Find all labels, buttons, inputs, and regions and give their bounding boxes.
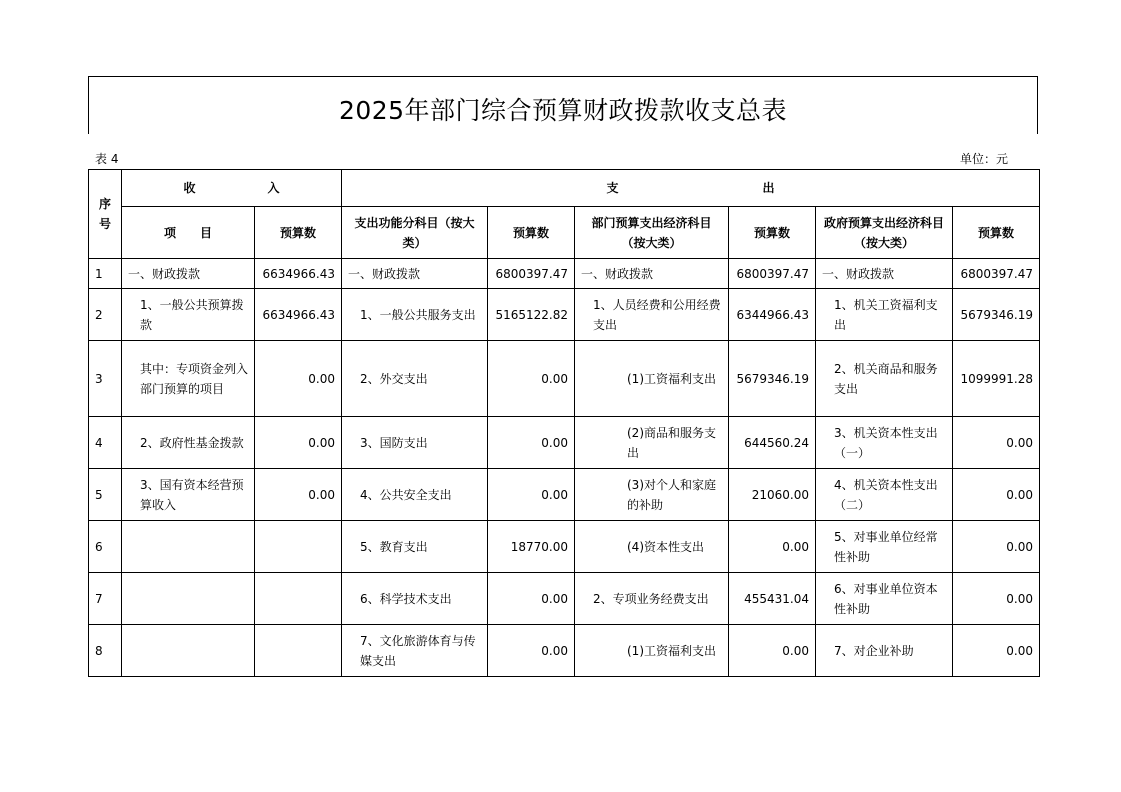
gov-value: 0.00 xyxy=(953,625,1040,677)
header-budget-income: 预算数 xyxy=(255,207,342,259)
table-row xyxy=(89,573,1040,625)
income-value: 0.00 xyxy=(255,341,342,417)
gov-item: 2、机关商品和服务支出 xyxy=(816,341,953,417)
income-item xyxy=(122,573,255,625)
income-value xyxy=(255,521,342,573)
dept-value: 21060.00 xyxy=(729,469,816,521)
func-value: 0.00 xyxy=(488,469,575,521)
income-item: 一、财政拨款 xyxy=(122,259,255,289)
func-value: 0.00 xyxy=(488,625,575,677)
dept-item: (4)资本性支出 xyxy=(575,521,729,573)
func-value: 6800397.47 xyxy=(488,259,575,289)
table-row xyxy=(89,259,1040,289)
header-expense: 支 出 xyxy=(342,170,1040,207)
row-seq: 3 xyxy=(89,341,122,417)
func-item: 7、文化旅游体育与传媒支出 xyxy=(342,625,488,677)
gov-value: 0.00 xyxy=(953,573,1040,625)
dept-item: 2、专项业务经费支出 xyxy=(575,573,729,625)
func-value: 5165122.82 xyxy=(488,289,575,341)
gov-item: 一、财政拨款 xyxy=(816,259,953,289)
header-budget-dept: 预算数 xyxy=(729,207,816,259)
func-item: 3、国防支出 xyxy=(342,417,488,469)
row-seq: 4 xyxy=(89,417,122,469)
func-item: 1、一般公共服务支出 xyxy=(342,289,488,341)
dept-value: 644560.24 xyxy=(729,417,816,469)
budget-table xyxy=(88,169,1040,677)
dept-item: (2)商品和服务支出 xyxy=(575,417,729,469)
table-row xyxy=(89,341,1040,417)
page-title: 2025年部门综合预算财政拨款收支总表 xyxy=(338,96,788,125)
row-seq: 7 xyxy=(89,573,122,625)
gov-value: 0.00 xyxy=(953,469,1040,521)
dept-item: 一、财政拨款 xyxy=(575,259,729,289)
income-value xyxy=(255,625,342,677)
gov-value: 0.00 xyxy=(953,417,1040,469)
row-seq: 6 xyxy=(89,521,122,573)
func-item: 6、科学技术支出 xyxy=(342,573,488,625)
income-value: 6634966.43 xyxy=(255,289,342,341)
gov-item: 6、对事业单位资本性补助 xyxy=(816,573,953,625)
gov-item: 1、机关工资福利支出 xyxy=(816,289,953,341)
gov-value: 5679346.19 xyxy=(953,289,1040,341)
func-item: 2、外交支出 xyxy=(342,341,488,417)
header-budget-gov: 预算数 xyxy=(953,207,1040,259)
dept-item: 1、人员经费和公用经费支出 xyxy=(575,289,729,341)
table-row xyxy=(89,469,1040,521)
income-item xyxy=(122,625,255,677)
gov-value: 0.00 xyxy=(953,521,1040,573)
header-item: 项 目 xyxy=(122,207,255,259)
gov-item: 4、机关资本性支出（二） xyxy=(816,469,953,521)
income-item: 其中：专项资金列入部门预算的项目 xyxy=(122,341,255,417)
row-seq: 1 xyxy=(89,259,122,289)
gov-item: 5、对事业单位经常性补助 xyxy=(816,521,953,573)
row-seq: 2 xyxy=(89,289,122,341)
header-dept-econ: 部门预算支出经济科目（按大类） xyxy=(575,207,729,259)
func-value: 0.00 xyxy=(488,417,575,469)
table-row xyxy=(89,625,1040,677)
func-value: 18770.00 xyxy=(488,521,575,573)
header-income: 收 入 xyxy=(122,170,342,207)
dept-value: 0.00 xyxy=(729,521,816,573)
row-seq: 5 xyxy=(89,469,122,521)
func-item: 4、公共安全支出 xyxy=(342,469,488,521)
table-row xyxy=(89,289,1040,341)
unit-label: 单位：元 xyxy=(960,152,1009,166)
income-value xyxy=(255,573,342,625)
dept-value: 6344966.43 xyxy=(729,289,816,341)
gov-value: 1099991.28 xyxy=(953,341,1040,417)
income-item xyxy=(122,521,255,573)
table-row xyxy=(89,417,1040,469)
dept-value: 455431.04 xyxy=(729,573,816,625)
func-item: 一、财政拨款 xyxy=(342,259,488,289)
gov-value: 6800397.47 xyxy=(953,259,1040,289)
dept-item: (3)对个人和家庭的补助 xyxy=(575,469,729,521)
gov-item: 7、对企业补助 xyxy=(816,625,953,677)
row-seq: 8 xyxy=(89,625,122,677)
table-row xyxy=(89,521,1040,573)
income-item: 2、政府性基金拨款 xyxy=(122,417,255,469)
income-item: 3、国有资本经营预算收入 xyxy=(122,469,255,521)
title-box xyxy=(88,76,1038,134)
header-gov-econ: 政府预算支出经济科目（按大类） xyxy=(816,207,953,259)
table-number: 表 4 xyxy=(95,152,119,166)
func-item: 5、教育支出 xyxy=(342,521,488,573)
header-seq: 序号 xyxy=(89,170,122,259)
dept-value: 5679346.19 xyxy=(729,341,816,417)
func-value: 0.00 xyxy=(488,573,575,625)
func-value: 0.00 xyxy=(488,341,575,417)
dept-item: (1)工资福利支出 xyxy=(575,341,729,417)
header-func-class: 支出功能分科目（按大类） xyxy=(342,207,488,259)
gov-item: 3、机关资本性支出（一） xyxy=(816,417,953,469)
income-value: 0.00 xyxy=(255,417,342,469)
dept-value: 0.00 xyxy=(729,625,816,677)
income-value: 0.00 xyxy=(255,469,342,521)
dept-value: 6800397.47 xyxy=(729,259,816,289)
header-budget-func: 预算数 xyxy=(488,207,575,259)
dept-item: (1)工资福利支出 xyxy=(575,625,729,677)
income-item: 1、一般公共预算拨款 xyxy=(122,289,255,341)
income-value: 6634966.43 xyxy=(255,259,342,289)
